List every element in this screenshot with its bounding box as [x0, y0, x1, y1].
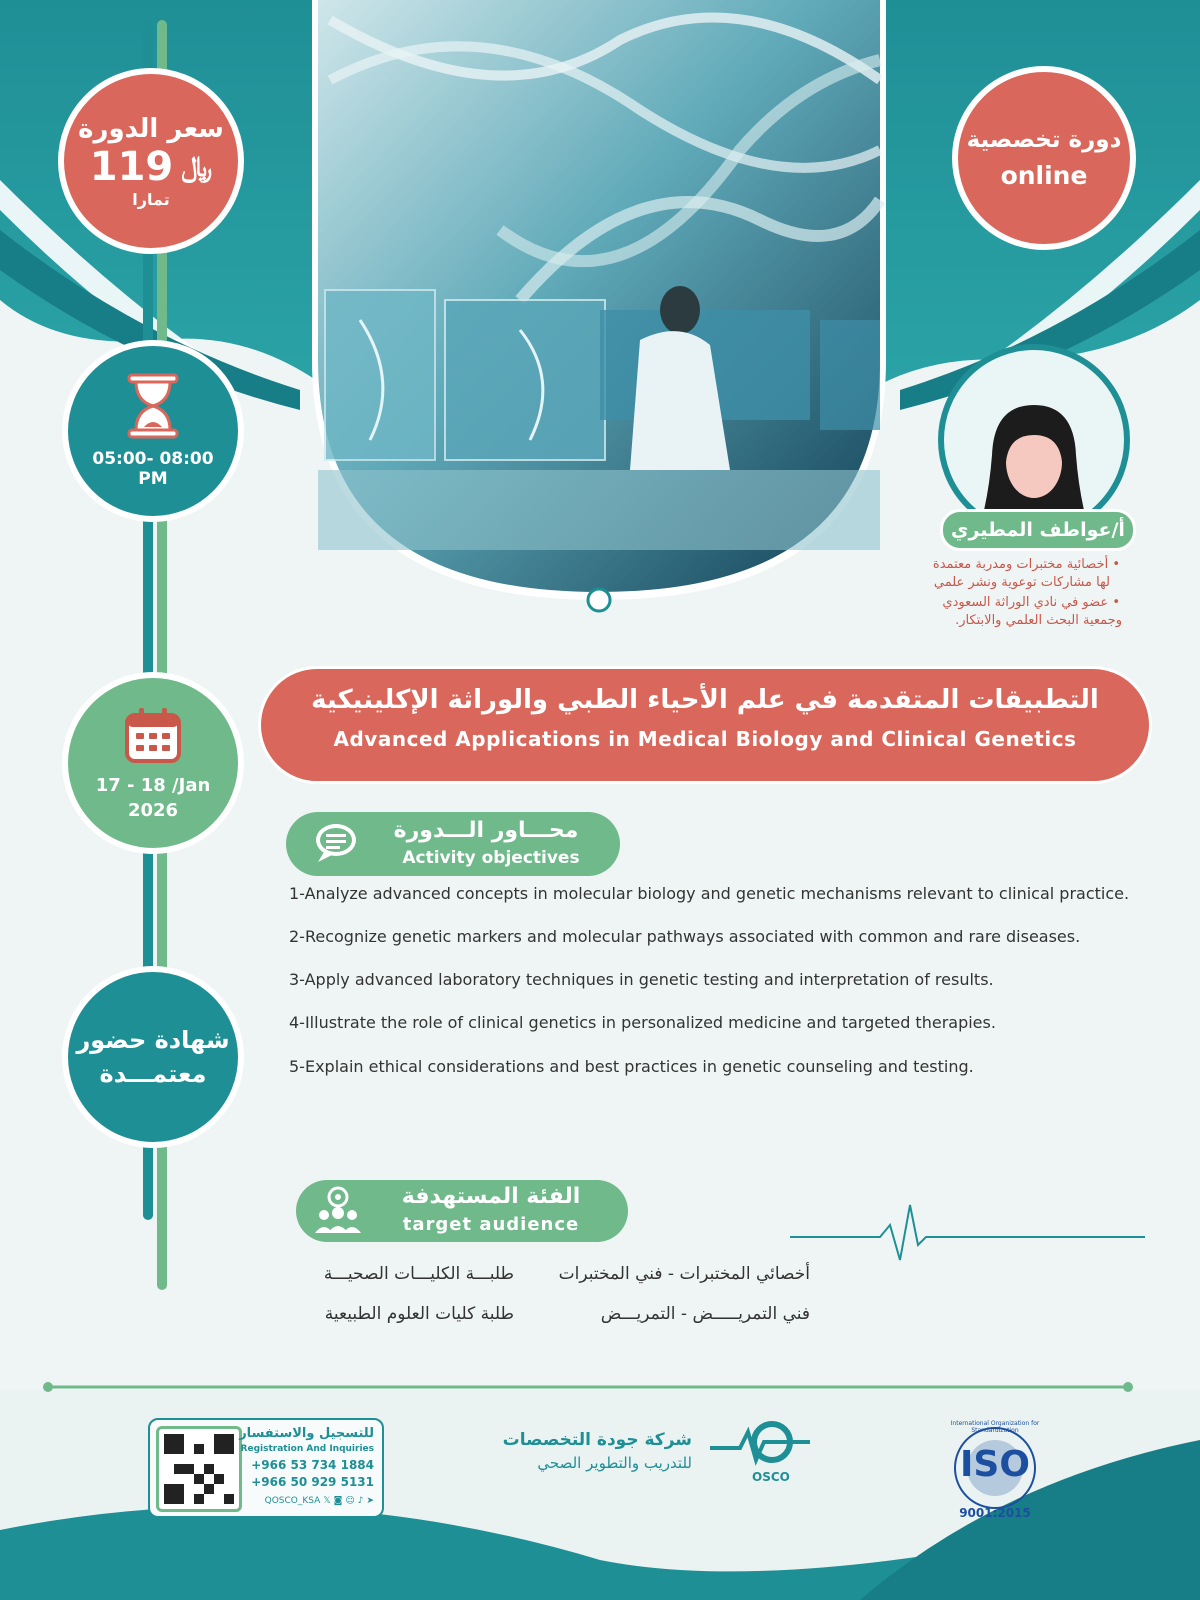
company-logo	[710, 1420, 810, 1486]
price-badge	[58, 68, 244, 254]
certificate-badge	[62, 966, 244, 1148]
audience-title-ar: الفئة المستهدفة	[401, 1184, 581, 1209]
social-handle-text: QOSCO_KSA	[264, 1496, 321, 1506]
title-en: Advanced Applications in Medical Biology and Clinical Genetics	[333, 727, 1077, 751]
iso-text: ISO	[960, 1444, 1030, 1485]
objective-item-5: 5-Explain ethical considerations and best practices in genetic counseling and testing.	[289, 1057, 974, 1076]
registration-box	[148, 1418, 384, 1518]
time-line2: PM	[138, 469, 168, 489]
instructor-bullet-text: وجمعية البحث العلمي والابتكار.	[955, 613, 1122, 628]
audience-title-en: target audience	[402, 1214, 580, 1235]
instructor-bullet-1: • أخصائية مختبرات ومدربة معتمدة	[932, 557, 1120, 572]
certificate-line1: شهادة حضور	[76, 1026, 230, 1054]
calendar-icon	[123, 705, 183, 765]
objective-item-1: 1-Analyze advanced concepts in molecular biology and genetic mechanisms relevant to clinical practice.	[289, 884, 1130, 903]
instructor-bullet-text: لها مشاركات توعوية ونشر علمي	[933, 575, 1110, 590]
instructor-bullet-3: • عضو في نادي الوراثة السعودي	[942, 595, 1120, 610]
qosco-logo-icon	[710, 1420, 810, 1470]
registration-title: للتسجيل والاستفسار	[239, 1426, 374, 1441]
company-name-ar2: للتدريب والتطوير الصحي	[537, 1454, 692, 1472]
logo-text: OSCO	[752, 1470, 790, 1484]
objective-item-4: 4-Illustrate the role of clinical genetics in personalized medicine and targeted therapies.	[289, 1013, 996, 1032]
target-audience-icon	[310, 1185, 366, 1237]
audience-item-1: أخصائي المختبرات - فني المختبرات	[558, 1264, 810, 1284]
objectives-header	[286, 812, 620, 876]
audience-item-2: فني التمريـــــض - التمريـــض	[600, 1304, 810, 1324]
iso-ring-text: International Organization for Standardization	[950, 1420, 1040, 1434]
price-label: سعر الدورة	[78, 113, 224, 144]
social-handle	[265, 1496, 374, 1506]
objective-item-3: 3-Apply advanced laboratory techniques in genetic testing and interpretation of results.	[289, 970, 994, 989]
objectives-title-en: Activity objectives	[402, 848, 580, 868]
title-ar: التطبيقات المتقدمة في علم الأحياء الطبي والوراثة الإكلينيكية	[311, 685, 1099, 715]
x-icon[interactable]: 𝕏	[323, 1496, 331, 1506]
tiktok-icon[interactable]: ♪	[357, 1496, 364, 1506]
objective-item-2: 2-Recognize genetic markers and molecular pathways associated with common and rare diseases.	[289, 927, 1081, 946]
date-line1: 17 - 18 /Jan	[95, 775, 211, 796]
date-badge	[62, 672, 244, 854]
audience-item-4: طلبة كليات العلوم الطبيعية	[324, 1304, 514, 1324]
audience-item-3: طلبـــة الكليـــات الصحيـــة	[323, 1264, 514, 1284]
currency-icon: ﷼	[181, 149, 213, 183]
title-banner	[258, 666, 1152, 784]
qr-code[interactable]	[156, 1426, 242, 1512]
registration-subtitle: Registration And Inquiries	[240, 1444, 374, 1454]
instructor-name: أ/عواطف المطيري	[951, 519, 1125, 541]
time-line1: 05:00- 08:00	[92, 449, 214, 469]
instructor-bullet-2	[934, 574, 1110, 591]
certificate-line2: معتمـــدة	[99, 1060, 207, 1088]
telegram-icon[interactable]: ➤	[366, 1496, 374, 1506]
instructor-name-pill	[940, 509, 1136, 551]
audience-header	[296, 1180, 628, 1242]
objectives-title-ar: محـــاور الـــدورة	[393, 818, 579, 843]
instructor-bullet-text: أخصائية مختبرات ومدربة معتمدة	[932, 557, 1109, 572]
phone-1[interactable]: +966 53 734 1884	[251, 1458, 374, 1472]
tamara-logo: تمارا	[132, 189, 170, 209]
phone-2[interactable]: +966 50 929 5131	[251, 1475, 374, 1489]
price-amount: 119	[89, 143, 174, 190]
course-type-line1: دورة تخصصية	[966, 126, 1122, 153]
qr-code-icon	[164, 1434, 234, 1504]
instructor-bullet-text: عضو في نادي الوراثة السعودي	[942, 595, 1109, 610]
iso-badge	[936, 1422, 1054, 1522]
snapchat-icon[interactable]: ☺	[345, 1496, 355, 1506]
course-type-line2: online	[1000, 160, 1088, 190]
hourglass-icon	[127, 373, 179, 439]
iso-standard: 9001:2015	[959, 1506, 1031, 1520]
instructor-avatar	[938, 344, 1130, 536]
time-badge	[62, 340, 244, 522]
date-line2: 2026	[127, 800, 179, 821]
instagram-icon[interactable]: ◙	[333, 1496, 343, 1506]
instructor-bullet-4	[955, 612, 1122, 629]
course-type-badge	[952, 66, 1136, 250]
chat-bubbles-icon	[306, 822, 358, 866]
company-name-ar1: شركة جودة التخصصات	[502, 1430, 692, 1450]
